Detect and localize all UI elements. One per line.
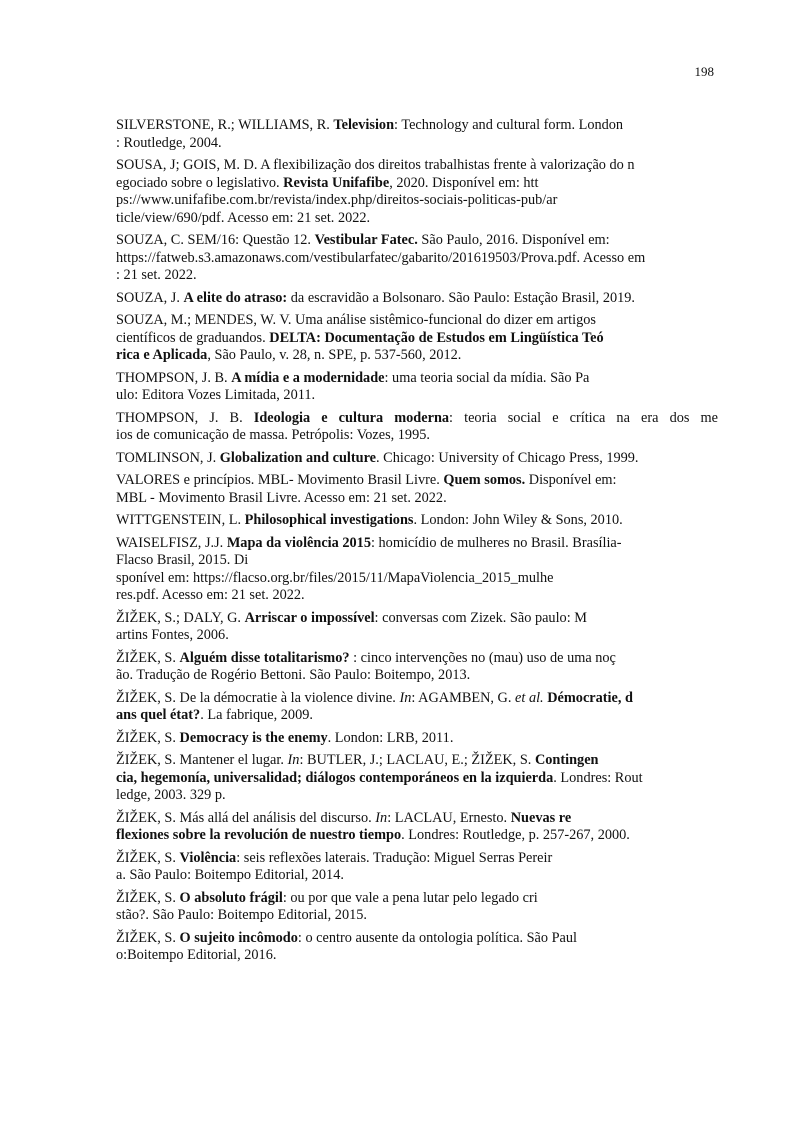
reference-title: Vestibular Fatec. [314, 232, 418, 248]
reference-title: Contingen [534, 752, 599, 768]
reference-text: VALORES e princípios. MBL- Movimento Brasil Livre. [116, 472, 444, 488]
reference-entry [116, 157, 718, 227]
reference-entry [116, 752, 718, 805]
reference-text: SILVERSTONE, R.; WILLIAMS, R. [116, 117, 334, 133]
reference-text: . Londres: Rout [553, 769, 643, 786]
reference-title: Violência [179, 849, 237, 866]
reference-line [116, 232, 718, 250]
reference-text: ão. Tradução de Rogério Bettoni. São Paulo: Boitempo, 2013. [116, 667, 471, 683]
reference-title: A elite do atraso: [183, 289, 288, 306]
reference-text: https://fatweb.s3.amazonaws.com/vestibularfatec/gabarito/201619503/Prova.pdf. Acesso em [116, 249, 646, 266]
reference-text: : uma teoria social da mídia. São Pa [384, 369, 590, 386]
reference-line [116, 450, 718, 468]
reference-text: : BUTLER, J.; LACLAU, E.; ŽIŽEK, S. [299, 752, 535, 768]
reference-title: rica e Aplicada [116, 347, 208, 363]
reference-line [116, 650, 718, 668]
reference-text: SOUSA, J; GOIS, M. D. A flexibilização dos direitos trabalhistas frente à valorização do n [116, 157, 635, 173]
reference-entry [116, 232, 718, 285]
reference-line [116, 370, 718, 388]
reference-text: WITTGENSTEIN, L. [116, 512, 245, 528]
reference-title: Arriscar o impossível [244, 609, 375, 626]
reference-line [116, 752, 718, 770]
reference-title: cia, hegemonía, universalidad; diálogos contemporáneos en la izquierda [116, 769, 554, 786]
reference-line [116, 570, 718, 588]
reference-entry [116, 930, 718, 965]
reference-text: , 2020. Disponível em: htt [389, 174, 539, 191]
reference-text: : homicídio de mulheres no Brasil. Brasília- [370, 534, 622, 551]
reference-entry [116, 450, 718, 468]
reference-list [116, 117, 718, 970]
reference-text: : conversas com Zizek. São paulo: M [374, 609, 587, 626]
reference-text: : LACLAU, Ernesto. [387, 809, 511, 826]
reference-text: artins Fontes, 2006. [116, 627, 229, 643]
reference-entry [116, 690, 718, 725]
reference-line [116, 827, 718, 845]
reference-entry [116, 650, 718, 685]
reference-entry [116, 535, 718, 605]
reference-line [116, 290, 718, 308]
reference-text: , São Paulo, v. 28, n. SPE, p. 537-560, 2012. [207, 347, 462, 363]
reference-text: SOUZA, C. SEM/16: Questão 12. [116, 232, 315, 248]
reference-line [116, 627, 718, 645]
reference-italic: et al. [515, 689, 544, 706]
reference-text: res.pdf. Acesso em: 21 set. 2022. [116, 587, 305, 603]
reference-text: ŽIŽEK, S. [116, 649, 180, 666]
reference-text: . Chicago: University of Chicago Press, 1999. [376, 449, 639, 466]
reference-line [116, 552, 718, 570]
reference-title: O sujeito incômodo [179, 929, 298, 946]
reference-line [116, 730, 718, 748]
reference-entry [116, 810, 718, 845]
reference-text: . La fabrique, 2009. [200, 707, 313, 723]
reference-line [116, 117, 718, 135]
reference-text: Disponível em: [525, 472, 617, 488]
reference-entry [116, 472, 718, 507]
reference-text: o:Boitempo Editorial, 2016. [116, 947, 277, 963]
reference-text: : teoria social e crítica na era dos me [449, 409, 718, 426]
reference-entry [116, 370, 718, 405]
reference-text: TOMLINSON, J. [116, 449, 220, 466]
reference-line [116, 210, 718, 228]
reference-line [116, 330, 718, 348]
reference-text: WAISELFISZ, J.J. [116, 534, 227, 551]
reference-text: . Londres: Routledge, p. 257-267, 2000. [401, 827, 630, 843]
reference-text: a. São Paulo: Boitempo Editorial, 2014. [116, 867, 344, 883]
reference-line [116, 667, 718, 685]
reference-title: Globalization and culture [219, 449, 377, 466]
reference-line [116, 810, 718, 828]
reference-line [116, 890, 718, 908]
reference-line [116, 512, 718, 530]
page-number: 198 [694, 64, 714, 79]
reference-title: Television [333, 117, 395, 133]
reference-title: flexiones sobre la revolución de nuestro tiempo [116, 827, 402, 843]
reference-line [116, 157, 718, 175]
reference-line [116, 787, 718, 805]
reference-text: sponível em: https://flacso.org.br/files/2015/11/MapaViolencia_2015_mulhe [116, 569, 554, 586]
reference-text: : AGAMBEN, G. [411, 689, 516, 706]
reference-line [116, 587, 718, 605]
reference-line [116, 250, 718, 268]
reference-text: THOMPSON, J. B. [116, 409, 254, 426]
reference-line [116, 610, 718, 628]
reference-text: : ou por que vale a pena lutar pelo legado cri [282, 889, 538, 906]
reference-title: Nuevas re [510, 809, 572, 826]
reference-title: DELTA: Documentação de Estudos em Lingüística Teó [269, 329, 604, 346]
reference-line [116, 930, 718, 948]
reference-text: . London: John Wiley & Sons, 2010. [413, 512, 623, 528]
reference-text: : Technology and cultural form. London [394, 117, 624, 133]
reference-entry [116, 890, 718, 925]
reference-line [116, 770, 718, 788]
reference-line [116, 850, 718, 868]
reference-text: ticle/view/690/pdf. Acesso em: 21 set. 2022. [116, 209, 371, 226]
reference-text: ŽIŽEK, S. De la démocratie à la violence divine. [116, 689, 400, 706]
reference-entry [116, 730, 718, 748]
reference-title: Philosophical investigations [244, 512, 414, 528]
reference-entry [116, 290, 718, 308]
reference-line [116, 410, 718, 428]
reference-line [116, 312, 718, 330]
reference-line [116, 535, 718, 553]
reference-italic: In [375, 809, 388, 826]
reference-line [116, 472, 718, 490]
reference-line [116, 707, 718, 725]
reference-text: científicos de graduandos. [116, 329, 270, 346]
reference-text: : o centro ausente da ontologia política. São Paul [297, 929, 578, 946]
reference-line [116, 192, 718, 210]
reference-entry [116, 512, 718, 530]
reference-text: ŽIŽEK, S. [116, 889, 180, 906]
reference-text: ios de comunicação de massa. Petrópolis: Vozes, 1995. [116, 427, 430, 443]
reference-text: SOUZA, M.; MENDES, W. V. Uma análise sistêmico-funcional do dizer em artigos [116, 312, 596, 328]
reference-line [116, 490, 718, 508]
reference-text: egociado sobre o legislativo. [116, 174, 284, 191]
reference-title: Revista Unifafibe [283, 174, 390, 191]
reference-line [116, 135, 718, 153]
reference-text: ŽIŽEK, S. [116, 729, 180, 746]
reference-text: SOUZA, J. [116, 289, 184, 306]
reference-italic: In [287, 752, 300, 768]
reference-title: Ideologia e cultura moderna [253, 409, 450, 426]
reference-entry [116, 610, 718, 645]
reference-text: da escravidão a Bolsonaro. São Paulo: Estação Brasil, 2019. [287, 289, 635, 306]
reference-entry [116, 117, 718, 152]
reference-line [116, 867, 718, 885]
reference-entry [116, 850, 718, 885]
reference-line [116, 347, 718, 365]
reference-text: . London: LRB, 2011. [327, 729, 454, 746]
reference-text: MBL - Movimento Brasil Livre. Acesso em: 21 set. 2022. [116, 489, 447, 506]
reference-title: O absoluto frágil [179, 889, 283, 906]
reference-line [116, 387, 718, 405]
reference-text: : seis reflexões laterais. Tradução: Miguel Serras Pereir [236, 849, 553, 866]
reference-text: ŽIŽEK, S. [116, 929, 180, 946]
reference-text: ledge, 2003. 329 p. [116, 787, 226, 803]
reference-text: ps://www.unifafibe.com.br/revista/index.php/direitos-sociais-politicas-pub/ar [116, 192, 558, 208]
reference-line [116, 427, 718, 445]
reference-entry [116, 410, 718, 445]
reference-line [116, 907, 718, 925]
reference-text: : Routledge, 2004. [116, 134, 222, 151]
reference-text: Flacso Brasil, 2015. Di [116, 552, 249, 568]
reference-text: ŽIŽEK, S. Mantener el lugar. [116, 752, 288, 768]
reference-title: Democracy is the enemy [179, 729, 328, 746]
reference-title: Quem somos. [443, 472, 526, 488]
reference-title: Démocratie, d [547, 689, 633, 706]
reference-text: stão?. São Paulo: Boitempo Editorial, 2015. [116, 907, 367, 923]
reference-title: ans quel état? [116, 707, 201, 723]
reference-entry [116, 312, 718, 365]
reference-text: : cinco intervenções no (mau) uso de uma noç [349, 649, 616, 666]
reference-text: : 21 set. 2022. [116, 267, 197, 283]
reference-title: A mídia e a modernidade [231, 369, 385, 386]
reference-line [116, 947, 718, 965]
reference-italic: In [399, 689, 412, 706]
reference-text: ŽIŽEK, S. [116, 849, 180, 866]
reference-title: Mapa da violência 2015 [226, 534, 371, 551]
reference-line [116, 690, 718, 708]
reference-text: ŽIŽEK, S. Más allá del análisis del discurso. [116, 809, 376, 826]
reference-line [116, 175, 718, 193]
reference-text: THOMPSON, J. B. [116, 369, 232, 386]
reference-text: ulo: Editora Vozes Limitada, 2011. [116, 387, 316, 403]
reference-text: São Paulo, 2016. Disponível em: [417, 232, 610, 248]
reference-line [116, 267, 718, 285]
reference-text: ŽIŽEK, S.; DALY, G. [116, 609, 245, 626]
reference-title: Alguém disse totalitarismo? [179, 649, 350, 666]
